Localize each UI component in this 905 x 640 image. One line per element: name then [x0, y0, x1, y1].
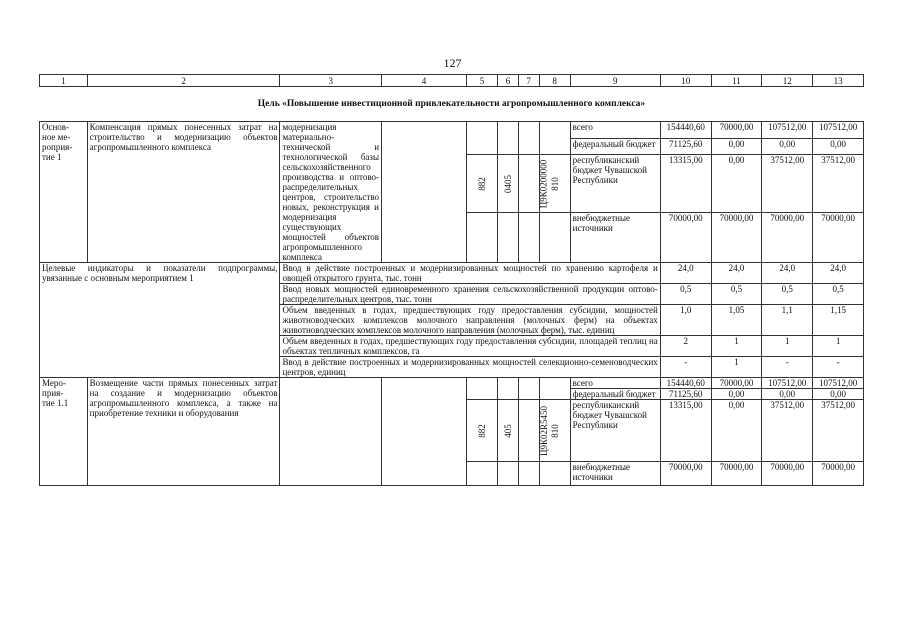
- value-cell: 0,00: [813, 389, 864, 400]
- value-cell: 0,00: [711, 400, 762, 462]
- value-cell: 154440,60: [660, 378, 711, 389]
- expense-code-cell: 810: [539, 400, 570, 462]
- value-cell: 70000,00: [762, 462, 813, 486]
- value-cell: 107512,00: [813, 122, 864, 139]
- funding-source: федеральный бюджет: [570, 389, 660, 400]
- value-cell: 13315,00: [660, 400, 711, 462]
- value-cell: 0,00: [711, 138, 762, 155]
- funding-source: внебюджетные источники: [570, 213, 660, 263]
- col-header: 9: [570, 75, 660, 87]
- description-cell: [280, 378, 382, 486]
- value-cell: 70000,00: [660, 213, 711, 263]
- indicator-value: 1: [711, 357, 762, 378]
- activity-name: Компенсация прямых понесенных затрат на строительство и модернизацию объектов агропромышленного комплекса: [87, 122, 280, 263]
- value-cell: 13315,00: [660, 155, 711, 213]
- indicator-value: 24,0: [660, 263, 711, 284]
- activity-kind: Основ- ное ме- роприя- тие 1: [40, 122, 88, 263]
- value-cell: 107512,00: [762, 378, 813, 389]
- table-row: [40, 122, 864, 139]
- expense-code-cell: 810: [539, 155, 570, 213]
- funding-source: всего: [570, 122, 660, 139]
- funding-source: республиканский бюджет Чувашской Республики: [570, 400, 660, 462]
- value-cell: 0,00: [762, 138, 813, 155]
- indicator-value: 24,0: [813, 263, 864, 284]
- col-header: 8: [539, 75, 570, 87]
- indicator-value: 0,5: [660, 284, 711, 305]
- section-code-cell: 405: [498, 400, 519, 462]
- budget-code-cell: 882: [467, 400, 498, 462]
- value-cell: 37512,00: [813, 400, 864, 462]
- value-cell: 70000,00: [813, 462, 864, 486]
- page-number: 127: [443, 56, 462, 70]
- indicator-value: 2: [660, 336, 711, 357]
- responsible-cell: [382, 122, 467, 263]
- target-code-cell: Ц9К02R5450: [518, 400, 539, 462]
- value-cell: 107512,00: [762, 122, 813, 139]
- value-cell: 70000,00: [711, 378, 762, 389]
- col-header: 12: [762, 75, 813, 87]
- indicator-value: -: [813, 357, 864, 378]
- funding-source: внебюджетные источники: [570, 462, 660, 486]
- col-header: 6: [498, 75, 519, 87]
- value-cell: 70000,00: [762, 213, 813, 263]
- goal-title: Цель «Повышение инвестиционной привлекательности агропромышленного комплекса»: [257, 99, 646, 109]
- indicator-text: Ввод новых мощностей единовременного хранения сельскохозяйственной продукции оптово-распределительных центров, тыс. тонн: [280, 284, 660, 305]
- indicator-value: 0,5: [762, 284, 813, 305]
- col-header: 4: [382, 75, 467, 87]
- value-cell: 0,00: [762, 389, 813, 400]
- value-cell: 70000,00: [660, 462, 711, 486]
- value-cell: 70000,00: [711, 213, 762, 263]
- indicator-value: 0,5: [711, 284, 762, 305]
- indicator-value: 24,0: [711, 263, 762, 284]
- value-cell: 71125,60: [660, 138, 711, 155]
- col-header: 10: [660, 75, 711, 87]
- indicator-value: 0,5: [813, 284, 864, 305]
- activity-name: Возмещение части прямых понесенных затрат на создание и модернизацию объектов агропромышленного комплекса, а также на приобретение техники и оборудования: [87, 378, 280, 486]
- budget-code-cell: 882: [467, 155, 498, 213]
- indicator-value: 1: [762, 336, 813, 357]
- col-header: 13: [813, 75, 864, 87]
- col-header: 7: [518, 75, 539, 87]
- indicator-value: -: [762, 357, 813, 378]
- indicator-row: [40, 263, 864, 284]
- indicator-value: 1,05: [711, 305, 762, 336]
- indicator-text: Ввод в действие построенных и модернизированных мощностей селекционно-семеноводческих центров, единиц: [280, 357, 660, 378]
- indicator-value: 1,1: [762, 305, 813, 336]
- indicator-value: 1,15: [813, 305, 864, 336]
- indicator-text: Объем введенных в годах, предшествующих году предоставления субсидии, площадей теплиц на объектах тепличных комплексов, га: [280, 336, 660, 357]
- value-cell: 70000,00: [711, 462, 762, 486]
- value-cell: 154440,60: [660, 122, 711, 139]
- col-header: 2: [87, 75, 280, 87]
- indicator-value: 24,0: [762, 263, 813, 284]
- value-cell: 0,00: [711, 155, 762, 213]
- program-table: [39, 74, 864, 486]
- funding-source: федеральный бюджет: [570, 138, 660, 155]
- value-cell: 0,00: [813, 138, 864, 155]
- value-cell: 70000,00: [711, 122, 762, 139]
- indicator-value: 1,0: [660, 305, 711, 336]
- column-number-row: [40, 75, 864, 87]
- target-code-cell: Ц9К0200000: [518, 155, 539, 213]
- indicators-label: Целевые индикаторы и показатели подпрограммы, увязанные с основным мероприятием 1: [40, 263, 280, 378]
- table-row: [40, 378, 864, 389]
- value-cell: 0,00: [711, 389, 762, 400]
- value-cell: 37512,00: [762, 400, 813, 462]
- value-cell: 37512,00: [762, 155, 813, 213]
- funding-source: всего: [570, 378, 660, 389]
- indicator-value: 1: [813, 336, 864, 357]
- col-header: 3: [280, 75, 382, 87]
- col-header: 5: [467, 75, 498, 87]
- indicator-value: -: [660, 357, 711, 378]
- activity-description: модернизация материально-технической и технологической базы сельскохозяйственного производства и оптово-распределительных центров, строительство новых, реконструкция и модернизация существующих мощностей объектов агропромышленного комплекса: [280, 122, 382, 263]
- value-cell: 70000,00: [813, 213, 864, 263]
- value-cell: 107512,00: [813, 378, 864, 389]
- indicator-value: 1: [711, 336, 762, 357]
- indicator-text: Ввод в действие построенных и модернизированных мощностей по хранению картофеля и овощей открытого грунта, тыс. тонн: [280, 263, 660, 284]
- col-header: 1: [40, 75, 88, 87]
- value-cell: 37512,00: [813, 155, 864, 213]
- indicator-text: Объем введенных в годах, предшествующих году предоставления субсидии, мощностей животноводческих комплексов молочного направления (молочных ферм) на объектах животноводческих комплексов молочного направления (молочных ферм), тыс. единиц: [280, 305, 660, 336]
- col-header: 11: [711, 75, 762, 87]
- funding-source: республиканский бюджет Чувашской Республики: [570, 155, 660, 213]
- value-cell: 71125,60: [660, 389, 711, 400]
- activity-kind: Меро- прия- тие 1.1: [40, 378, 88, 486]
- responsible-cell: [382, 378, 467, 486]
- section-code-cell: 0405: [498, 155, 519, 213]
